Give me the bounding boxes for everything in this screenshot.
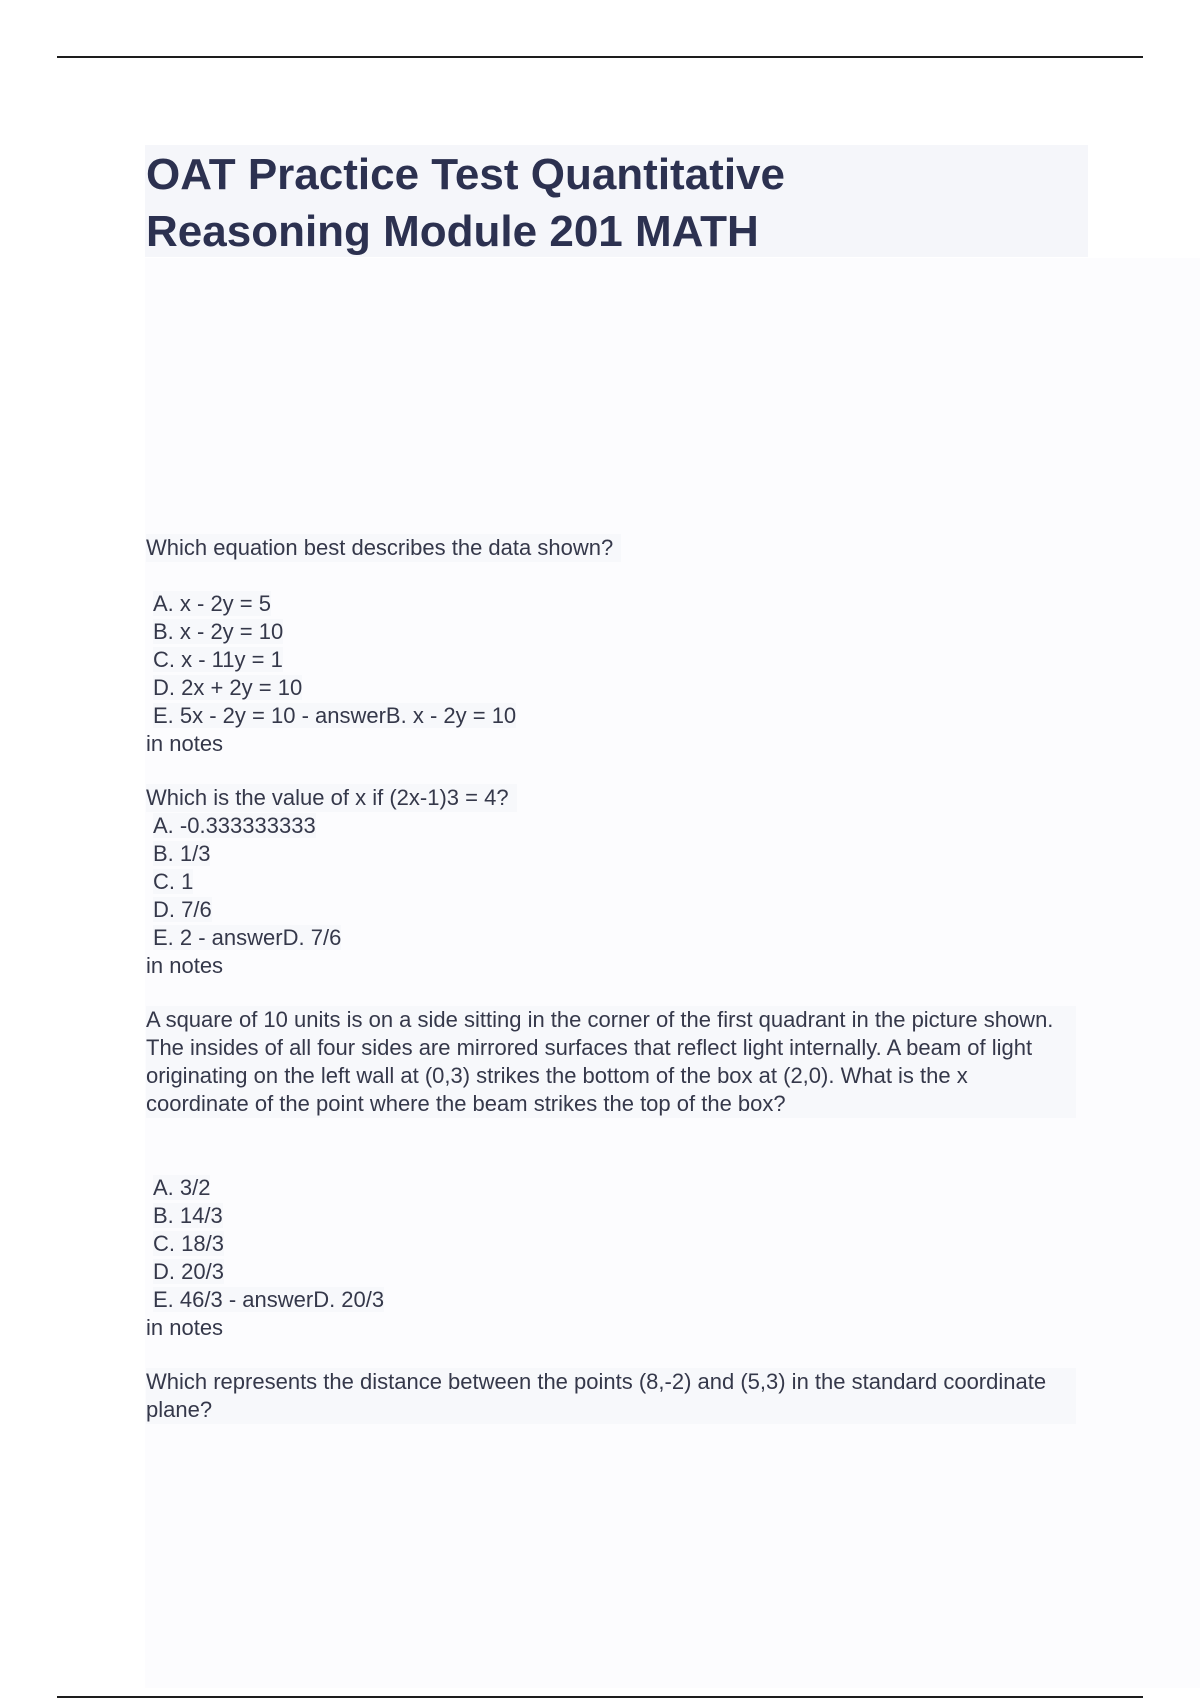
option-item: D. 2x + 2y = 10 <box>153 675 303 700</box>
option-item: E. 46/3 - answerD. 20/3 <box>153 1287 385 1312</box>
question-text: Which represents the distance between the points (8,-2) and (5,3) in the standard coordinate plane? <box>146 1368 1076 1424</box>
question-text: Which equation best describes the data shown? <box>146 534 621 562</box>
option-item: A. 3/2 <box>153 1175 211 1200</box>
option-item: E. 2 - answerD. 7/6 <box>153 925 342 950</box>
top-divider <box>57 56 1143 58</box>
title-line-1: OAT Practice Test Quantitative <box>146 150 785 199</box>
answer-options <box>146 812 1076 952</box>
title-line-2: Reasoning Module 201 MATH <box>146 207 759 256</box>
answer-options <box>146 1174 1076 1314</box>
option-item: C. 18/3 <box>153 1231 224 1256</box>
page-title <box>146 146 1086 260</box>
option-item: A. x - 2y = 5 <box>153 591 271 616</box>
option-item: D. 7/6 <box>153 897 212 922</box>
question-3 <box>146 1006 1076 1342</box>
notes-label: in notes <box>146 953 224 978</box>
option-item: B. x - 2y = 10 <box>153 619 284 644</box>
question-2 <box>146 784 1076 980</box>
option-item: E. 5x - 2y = 10 - answerB. x - 2y = 10 <box>153 703 517 728</box>
notes-label: in notes <box>146 731 224 756</box>
option-item: C. x - 11y = 1 <box>153 647 283 672</box>
question-1 <box>146 534 1076 758</box>
bottom-divider <box>57 1696 1143 1698</box>
option-item: B. 14/3 <box>153 1203 223 1228</box>
option-item: D. 20/3 <box>153 1259 224 1284</box>
document-body <box>146 534 1076 1450</box>
option-item: A. -0.333333333 <box>153 813 316 838</box>
option-item: B. 1/3 <box>153 841 211 866</box>
option-item: C. 1 <box>153 869 194 894</box>
question-4 <box>146 1368 1076 1424</box>
notes-label: in notes <box>146 1315 224 1340</box>
question-text: A square of 10 units is on a side sitting in the corner of the first quadrant in the picture shown. The insides of all four sides are mirrored surfaces that reflect light internally. A beam of light originating on the left wall at (0,3) strikes the bottom of the box at (2,0). What is the x coordinate of the point where the beam strikes the top of the box? <box>146 1006 1076 1118</box>
answer-options <box>146 590 1076 730</box>
question-text: Which is the value of x if (2x-1)3 = 4? <box>146 784 517 812</box>
